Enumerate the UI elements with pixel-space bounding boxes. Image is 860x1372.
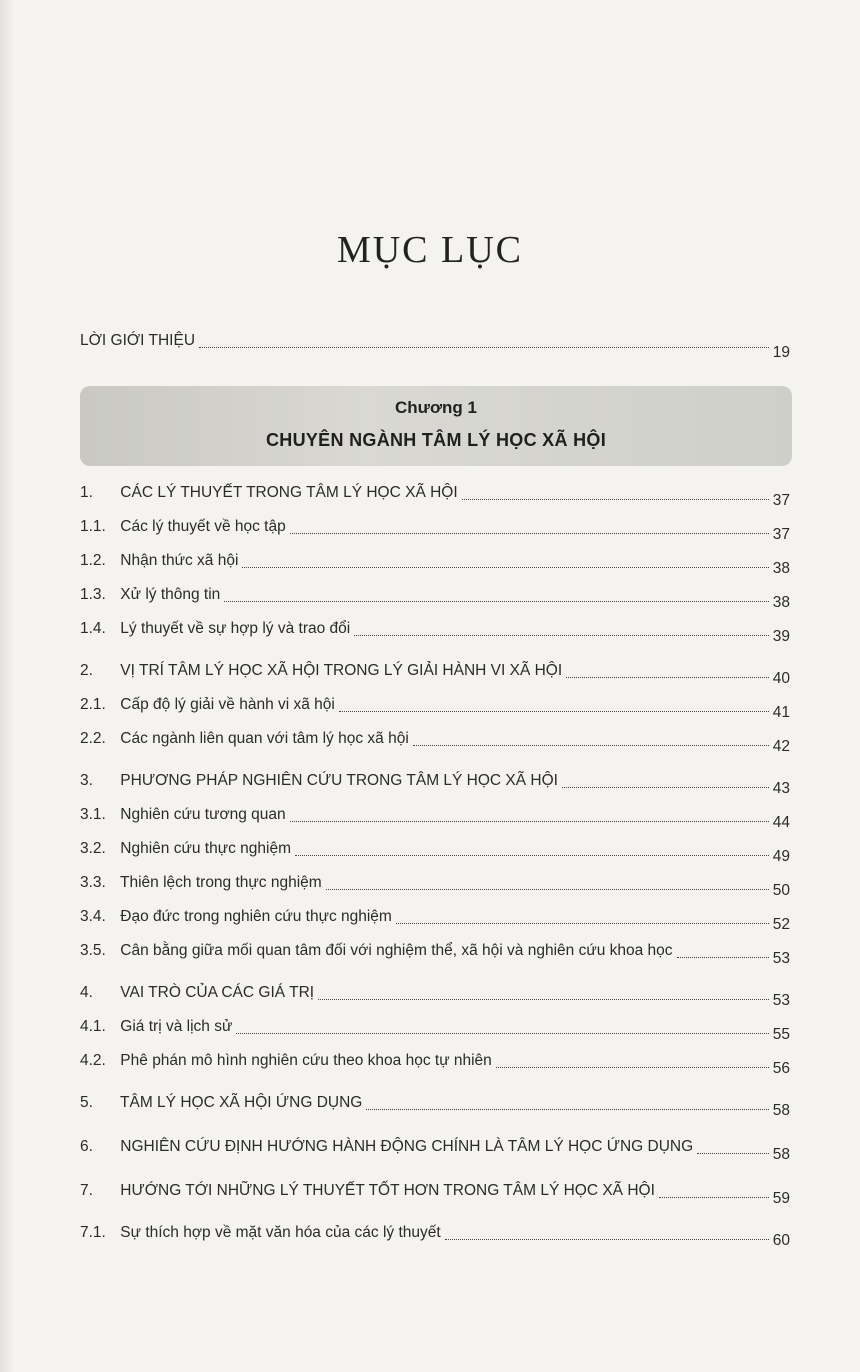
dot-leader (366, 1109, 769, 1110)
toc-entry[interactable] (80, 1016, 790, 1050)
toc-entry-title: Cân bằng giữa mối quan tâm đối với nghiệm thể, xã hội và nghiên cứu khoa học (116, 942, 673, 959)
toc-entry-number: 2. (80, 662, 93, 679)
toc-entry[interactable] (80, 872, 790, 906)
toc-entry-label (80, 806, 288, 824)
toc-entry-title: Phê phán mô hình nghiên cứu theo khoa học tự nhiên (116, 1052, 492, 1069)
toc-entry-title: Đạo đức trong nghiên cứu thực nghiệm (116, 908, 392, 925)
toc-entry-number: 1.1. (80, 518, 106, 535)
dot-leader (290, 821, 769, 822)
toc-entry-number: 5. (80, 1094, 93, 1111)
toc-entry-label (80, 1182, 657, 1200)
dot-leader (339, 711, 769, 712)
toc-entry-label (80, 620, 352, 638)
toc-entry[interactable] (80, 694, 790, 728)
dot-leader (242, 567, 769, 568)
toc-page-number: 38 (772, 560, 790, 577)
toc-entry[interactable] (80, 838, 790, 872)
chapter-heading (80, 386, 792, 466)
dot-leader (236, 1033, 769, 1034)
dot-leader (562, 787, 769, 788)
toc-entry-label (80, 696, 337, 714)
dot-leader (659, 1197, 769, 1198)
dot-leader (318, 999, 769, 1000)
toc-intro-entry[interactable] (80, 330, 790, 364)
dot-leader (677, 957, 769, 958)
toc-page-number: 58 (772, 1146, 790, 1163)
toc-entry-title: CÁC LÝ THUYẾT TRONG TÂM LÝ HỌC XÃ HỘI (116, 484, 458, 501)
toc-page-number: 49 (772, 848, 790, 865)
toc-entry-label (80, 1018, 234, 1036)
dot-leader (295, 855, 769, 856)
chapter-label: Chương 1 (394, 398, 477, 417)
toc-entry-title: Nghiên cứu thực nghiệm (116, 840, 291, 857)
dot-leader (224, 601, 769, 602)
dot-leader (445, 1239, 769, 1240)
toc-entry-number: 1.3. (80, 586, 106, 603)
toc-entry-label (80, 1094, 364, 1112)
dot-leader (326, 889, 769, 890)
toc-entry[interactable] (80, 1050, 790, 1084)
toc-entry[interactable] (80, 770, 790, 804)
toc-page-number: 58 (772, 1102, 790, 1119)
toc-entry-label (80, 772, 560, 790)
toc-entry-title: Thiên lệch trong thực nghiệm (116, 874, 322, 891)
toc-entry-label (80, 586, 222, 604)
toc-entry-number: 1.2. (80, 552, 106, 569)
toc-entry-number: 1. (80, 484, 93, 501)
toc-entry-title: HƯỚNG TỚI NHỮNG LÝ THUYẾT TỐT HƠN TRONG TÂM LÝ HỌC XÃ HỘI (116, 1182, 655, 1199)
toc-entry-number: 4.2. (80, 1052, 106, 1069)
toc-entry[interactable] (80, 1222, 790, 1256)
dot-leader (354, 635, 769, 636)
toc-entry-title: NGHIÊN CỨU ĐỊNH HƯỚNG HÀNH ĐỘNG CHÍNH LÀ TÂM LÝ HỌC ỨNG DỤNG (116, 1138, 694, 1155)
dot-leader (413, 745, 769, 746)
chapter-title: CHUYÊN NGÀNH TÂM LÝ HỌC XÃ HỘI (265, 430, 606, 450)
toc-entry-title: Nghiên cứu tương quan (116, 806, 286, 823)
toc-page-number: 44 (772, 814, 790, 831)
toc-page-number: 55 (772, 1026, 790, 1043)
toc-entry-number: 7. (80, 1182, 93, 1199)
toc-entry[interactable] (80, 550, 790, 584)
dot-leader (697, 1153, 769, 1154)
toc-page-number: 37 (772, 492, 790, 509)
toc-entry[interactable] (80, 728, 790, 762)
toc-entry-label (80, 662, 564, 680)
toc-page-number: 52 (772, 916, 790, 933)
toc-entry[interactable] (80, 1180, 790, 1214)
toc-page-number: 42 (772, 738, 790, 755)
toc-entry[interactable] (80, 584, 790, 618)
toc-entry[interactable] (80, 1136, 790, 1170)
toc-page-number: 43 (772, 780, 790, 797)
toc-entry-number: 3.5. (80, 942, 106, 959)
toc-entry-label (80, 942, 675, 960)
dot-leader (199, 347, 769, 348)
toc-entry-number: 1.4. (80, 620, 106, 637)
toc-entry-label (80, 1224, 443, 1242)
page-edge-shadow (0, 0, 14, 1372)
toc-entry-title: Cấp độ lý giải về hành vi xã hội (116, 696, 335, 713)
toc-entry-title: Giá trị và lịch sử (116, 1018, 233, 1035)
toc-page-number: 53 (772, 992, 790, 1009)
toc-entry-number: 6. (80, 1138, 93, 1155)
toc-entry[interactable] (80, 516, 790, 550)
toc-entry-title: Các lý thuyết về học tập (116, 518, 286, 535)
toc-entry[interactable] (80, 660, 790, 694)
toc-entry[interactable] (80, 940, 790, 974)
dot-leader (396, 923, 769, 924)
toc-entry-number: 7.1. (80, 1224, 106, 1241)
dot-leader (566, 677, 769, 678)
toc-entry-number: 3.1. (80, 806, 106, 823)
toc-entry-number: 2.2. (80, 730, 106, 747)
toc-entry-title: Sự thích hợp về mặt văn hóa của các lý thuyết (116, 1224, 441, 1241)
dot-leader (462, 499, 769, 500)
toc-entry-title: Xử lý thông tin (116, 586, 221, 603)
toc-entry-number: 4. (80, 984, 93, 1001)
toc-page-number: 59 (772, 1190, 790, 1207)
dot-leader (290, 533, 769, 534)
toc-page-number: 56 (772, 1060, 790, 1077)
toc-entry-number: 3. (80, 772, 93, 789)
toc-entry-label (80, 874, 324, 892)
toc-entry-number: 2.1. (80, 696, 106, 713)
toc-entry[interactable] (80, 906, 790, 940)
toc-entry-label (80, 730, 411, 748)
toc-entry-label (80, 1138, 695, 1156)
toc-entry-label (80, 840, 293, 858)
toc-page-number: 19 (772, 344, 790, 361)
toc-entry[interactable] (80, 1092, 790, 1126)
toc-page-number: 60 (772, 1232, 790, 1249)
toc-entry-title: TÂM LÝ HỌC XÃ HỘI ỨNG DỤNG (116, 1094, 363, 1111)
toc-entry-title: VỊ TRÍ TÂM LÝ HỌC XÃ HỘI TRONG LÝ GIẢI HÀNH VI XÃ HỘI (116, 662, 563, 679)
toc-page-number: 53 (772, 950, 790, 967)
toc-entry[interactable] (80, 618, 790, 652)
dot-leader (496, 1067, 769, 1068)
toc-entry-title: Nhận thức xã hội (116, 552, 239, 569)
toc-entry-label (80, 1052, 494, 1070)
toc-entry-title: PHƯƠNG PHÁP NGHIÊN CỨU TRONG TÂM LÝ HỌC XÃ HỘI (116, 772, 558, 789)
toc-page-number: 40 (772, 670, 790, 687)
toc-entry-label (80, 984, 316, 1002)
toc-entry-label (80, 484, 460, 502)
toc-entry-label (80, 552, 240, 570)
toc-entry-number: 3.3. (80, 874, 106, 891)
page-title: MỤC LỤC (336, 229, 524, 271)
toc-entry-number: 3.2. (80, 840, 106, 857)
toc-entry-title: Các ngành liên quan với tâm lý học xã hội (116, 730, 409, 747)
toc-entry-number: 3.4. (80, 908, 106, 925)
toc-entry-label (80, 518, 288, 536)
toc-page-number: 38 (772, 594, 790, 611)
toc-page-number: 41 (772, 704, 790, 721)
toc-entry-label (80, 908, 394, 926)
toc-entry[interactable] (80, 804, 790, 838)
toc-page-number: 50 (772, 882, 790, 899)
toc-entry-title: Lý thuyết về sự hợp lý và trao đổi (116, 620, 351, 637)
toc-entry-title: VAI TRÒ CỦA CÁC GIÁ TRỊ (116, 984, 315, 1001)
toc-page-number: 37 (772, 526, 790, 543)
toc-page-number: 39 (772, 628, 790, 645)
toc-intro-label: LỜI GIỚI THIỆU (80, 332, 196, 349)
toc-entry[interactable] (80, 482, 790, 516)
toc-entry[interactable] (80, 982, 790, 1016)
toc-entry-number: 4.1. (80, 1018, 106, 1035)
